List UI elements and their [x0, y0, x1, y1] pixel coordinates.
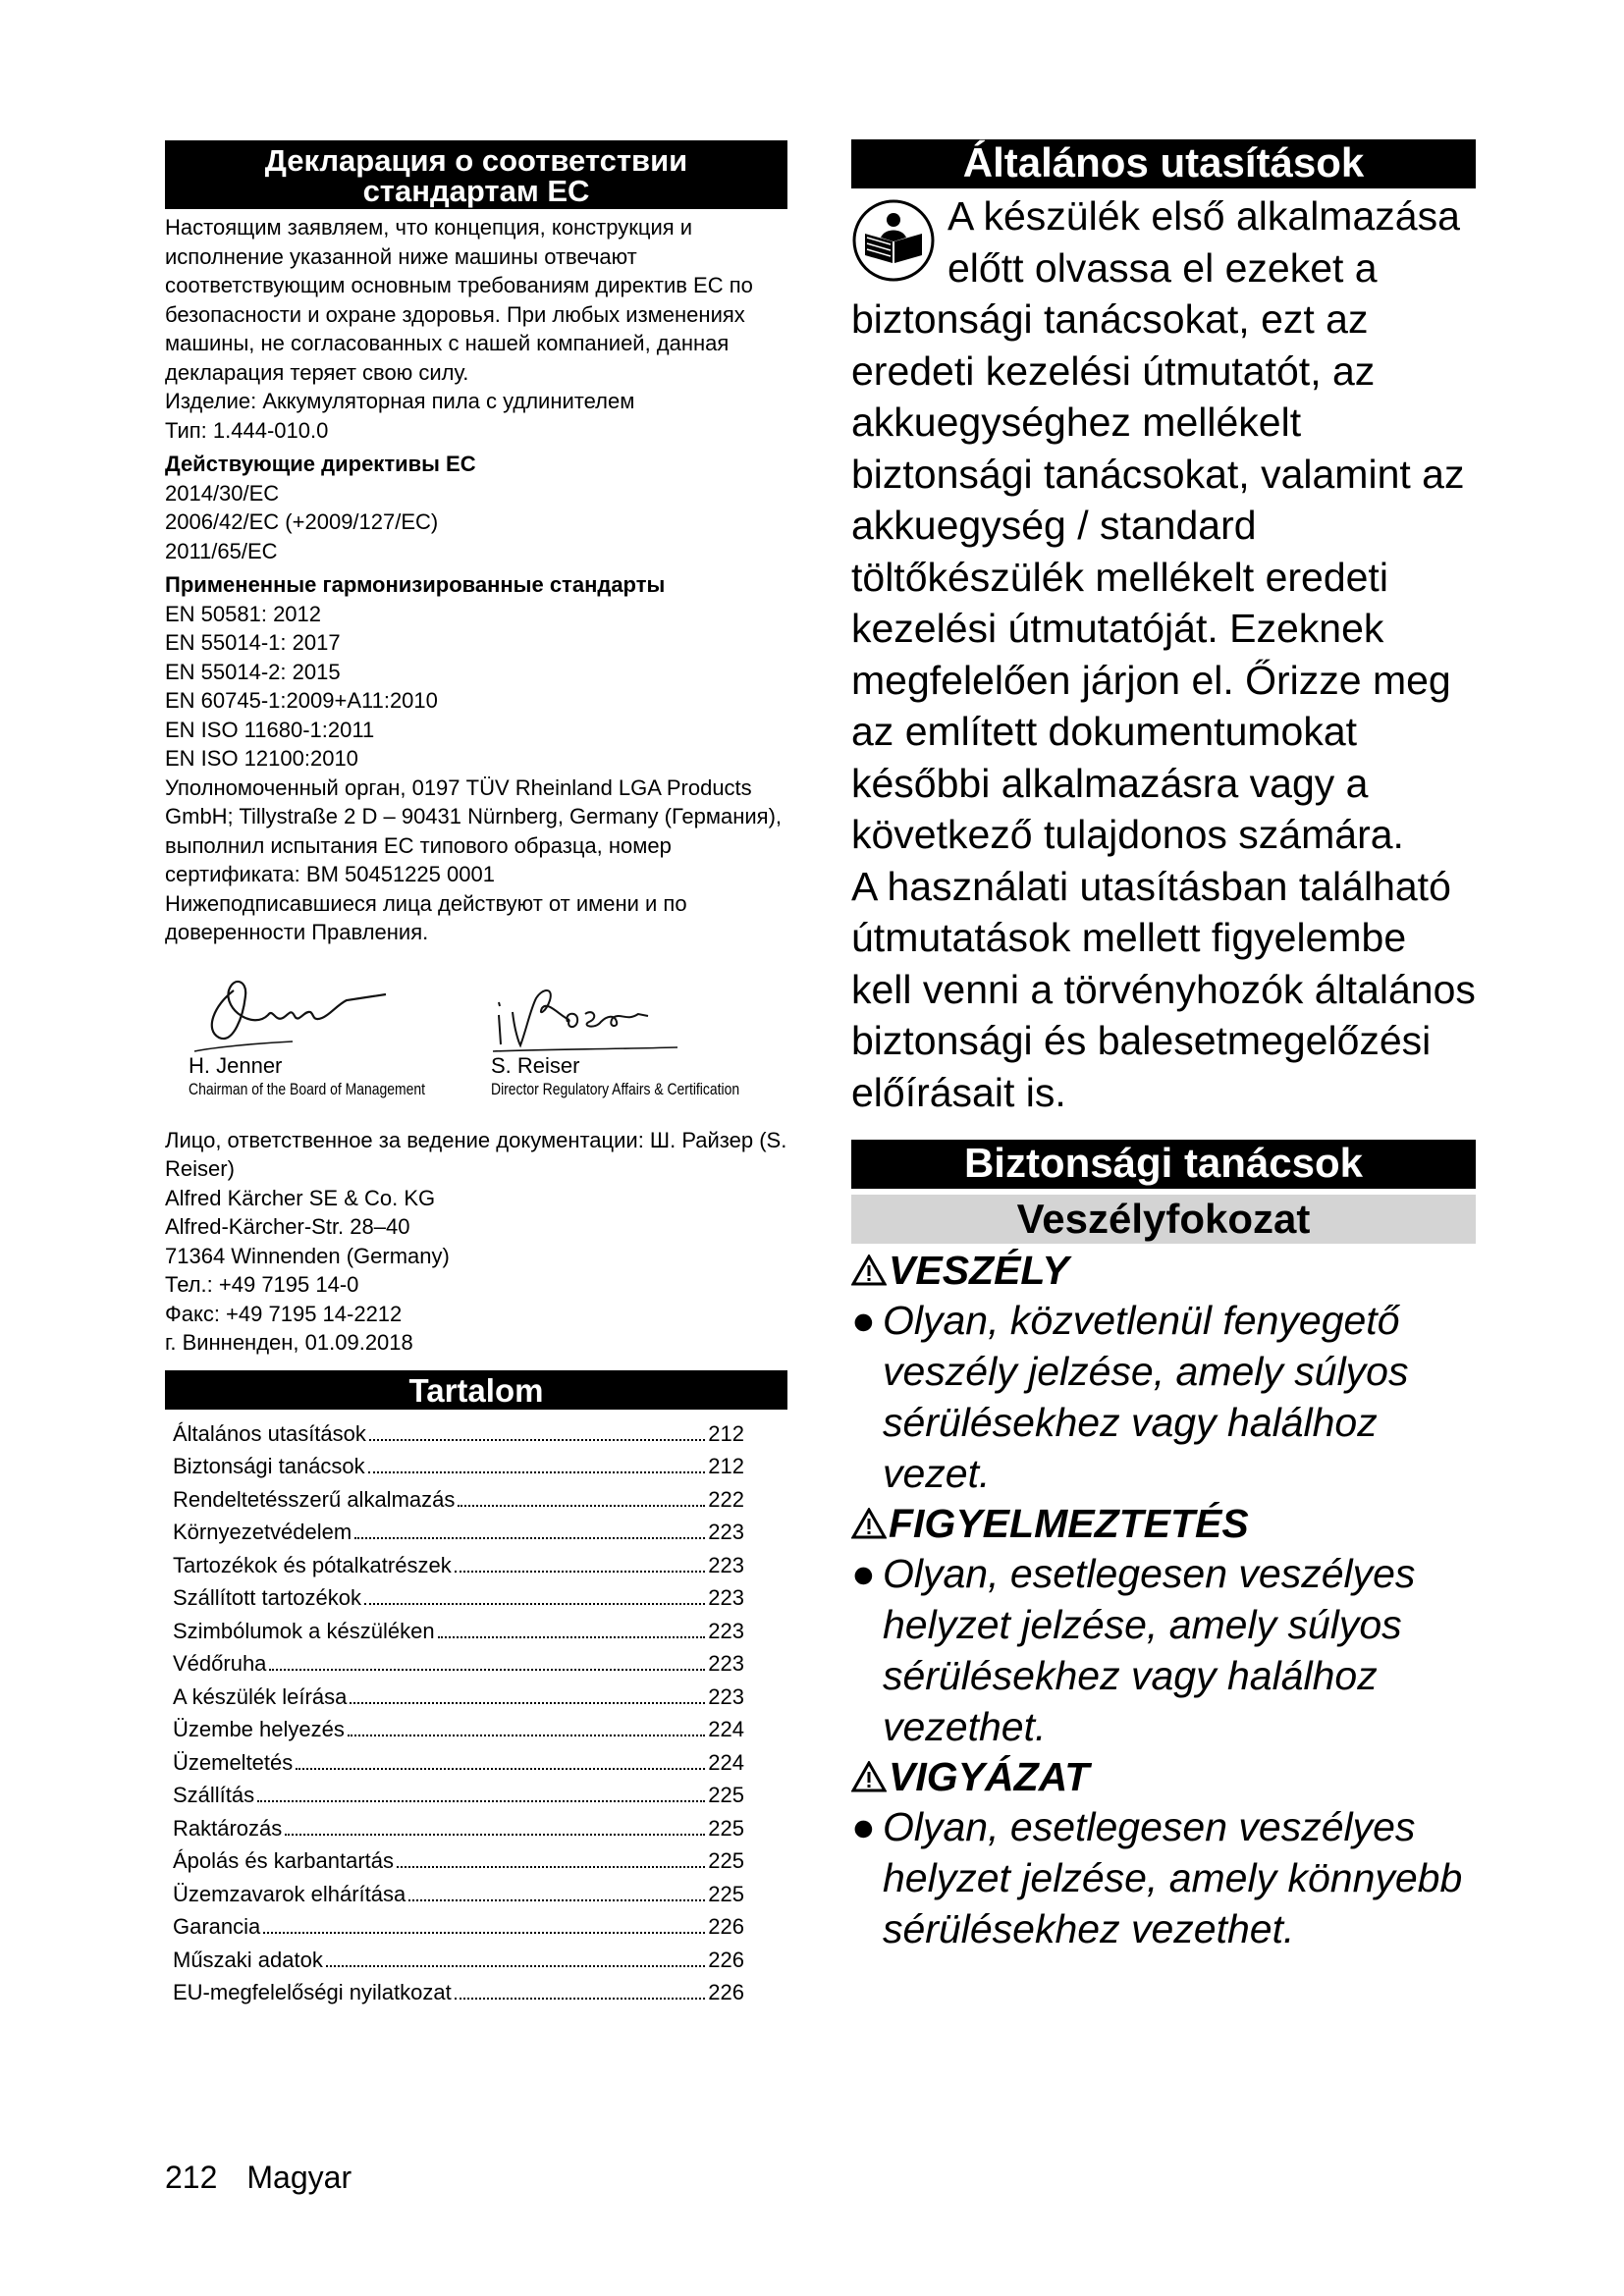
toc-entry[interactable]: [173, 1844, 774, 1878]
signatory-name: S. Reiser: [491, 1052, 580, 1078]
toc-entry-label: Tartozékok és pótalkatrészek: [173, 1552, 452, 1577]
hazard-label: VIGYÁZAT: [889, 1754, 1090, 1799]
toc-entry-label: Szállított tartozékok: [173, 1585, 361, 1610]
toc-leader-dots: [397, 1866, 705, 1868]
toc-leader-dots: [354, 1537, 705, 1539]
toc-entry[interactable]: [173, 1681, 774, 1714]
toc-leader-dots: [408, 1899, 705, 1901]
standard-item: EN 50581: 2012: [165, 601, 322, 626]
toc-entry[interactable]: [173, 1976, 774, 2009]
toc-leader-dots: [364, 1603, 705, 1605]
toc-entry[interactable]: [173, 1417, 774, 1451]
toc-entry-label: Műszaki adatok: [173, 1947, 323, 1972]
standard-item: EN 60745-1:2009+A11:2010: [165, 688, 438, 713]
toc-entry-label: Üzemeltetés: [173, 1749, 294, 1775]
page-number: 212: [165, 2160, 218, 2195]
handwritten-signature-reiser: [491, 961, 687, 1054]
signatory-title: Director Regulatory Affairs & Certification: [491, 1079, 740, 1098]
toc-leader-dots: [368, 1471, 706, 1473]
toc-entry[interactable]: [173, 1450, 774, 1483]
toc-leader-dots: [458, 1505, 705, 1507]
toc-leader-dots: [350, 1702, 705, 1704]
notified-body-text: Уполномоченный орган, 0197 TÜV Rheinland LGA Products GmbH; Tillystraße 2 D – 90431 Nürnberg, Germany (Германия), выполнил испытания ЕС типового образца, номер сертификата: BM 50451225 0001: [165, 774, 783, 886]
declaration-type: Тип: 1.444-010.0: [165, 417, 329, 443]
hazard-levels-title: Veszélyfokozat: [851, 1195, 1476, 1244]
contact-line: Alfred-Kärcher-Str. 28–40: [165, 1214, 410, 1239]
toc-entry-page: 223: [708, 1618, 744, 1643]
toc-entry[interactable]: [173, 1581, 774, 1615]
toc-entry[interactable]: [173, 1516, 774, 1549]
toc-leader-dots: [455, 1571, 706, 1573]
directive-item: 2006/42/EC (+2009/127/EC): [165, 509, 439, 534]
toc-entry-label: A készülék leírása: [173, 1683, 348, 1709]
signatures: [165, 961, 787, 1108]
signatory-name: H. Jenner: [189, 1052, 283, 1078]
toc-leader-dots: [285, 1834, 705, 1836]
hazard-label: FIGYELMEZTETÉS: [889, 1501, 1249, 1546]
toc-entry[interactable]: [173, 1647, 774, 1681]
toc-entry[interactable]: [173, 1549, 774, 1582]
directive-item: 2011/65/EC: [165, 538, 278, 563]
toc-entry-label: Biztonsági tanácsok: [173, 1454, 365, 1478]
hazard-heading: [851, 1499, 1476, 1548]
toc-entry-page: 223: [708, 1651, 744, 1676]
contact-line: 71364 Winnenden (Germany): [165, 1243, 450, 1268]
toc-entry-page: 223: [708, 1552, 744, 1577]
toc-entry-page: 225: [708, 1783, 744, 1807]
toc-entry-label: Üzembe helyezés: [173, 1717, 345, 1741]
toc-entry-label: Garancia: [173, 1914, 261, 1939]
toc-leader-dots: [369, 1439, 705, 1441]
read-manual-icon: [851, 198, 936, 283]
signature-reiser: [491, 961, 776, 1108]
hazard-heading: [851, 1752, 1476, 1801]
toc-entry-page: 225: [708, 1881, 744, 1906]
general-instructions-title: Általános utasítások: [851, 139, 1476, 188]
right-column: [851, 139, 1476, 1954]
toc-entry-page: 224: [708, 1717, 744, 1741]
toc-entry-label: Szimbólumok a készüléken: [173, 1618, 435, 1643]
toc-entry[interactable]: [173, 1812, 774, 1845]
general-instructions-intro: [851, 190, 1476, 861]
toc-entry-label: Védőruha: [173, 1651, 267, 1676]
declaration-product: Изделие: Аккумуляторная пила с удлинителем: [165, 389, 635, 413]
toc-entry-label: Rendeltetésszerű alkalmazás: [173, 1486, 456, 1512]
standard-item: EN 55014-1: 2017: [165, 630, 341, 655]
hazard-level-warning: [851, 1499, 1476, 1752]
toc-leader-dots: [257, 1800, 705, 1802]
hazard-description: ● Olyan, közvetlenül fenyegető veszély jelzése, amely súlyos sérülésekhez vagy halálhoz vezet.: [851, 1298, 1409, 1496]
toc-title: Tartalom: [165, 1370, 787, 1410]
toc-leader-dots: [348, 1735, 705, 1736]
toc-entry-label: Általános utasítások: [173, 1420, 366, 1446]
toc-leader-dots: [296, 1768, 705, 1770]
toc-entry[interactable]: [173, 1746, 774, 1780]
contact-line: Факс: +49 7195 14-2212: [165, 1301, 403, 1326]
safety-instructions-title: Biztonsági tanácsok: [851, 1140, 1476, 1189]
toc-entry-page: 226: [708, 1980, 744, 2004]
directive-item: 2014/30/EC: [165, 480, 280, 506]
toc-entry[interactable]: [173, 1615, 774, 1648]
toc-entry[interactable]: [173, 1483, 774, 1517]
toc-entry-page: 222: [708, 1486, 744, 1512]
handwritten-signature-jenner: [175, 961, 420, 1054]
toc-entry-page: 226: [708, 1914, 744, 1939]
toc-entry-label: Szállítás: [173, 1783, 255, 1807]
warning-triangle-icon: [851, 1761, 887, 1792]
signature-jenner: [175, 961, 460, 1108]
warning-triangle-icon: [851, 1508, 887, 1539]
toc-entry-label: Ápolás és karbantartás: [173, 1848, 395, 1873]
hazard-level-caution: [851, 1752, 1476, 1954]
declaration-intro: Настоящим заявляем, что концепция, конструкция и исполнение указанной ниже машины отвечают соответствующим основным требованиям директив ЕС по безопасности и охране здоровья. При любых изменениях машины, не согласованных с нашей компанией, данная декларация теряет свою силу.: [165, 215, 753, 385]
toc-entry-page: 212: [708, 1454, 744, 1478]
toc-entry-label: Üzemzavarok elhárítása: [173, 1881, 406, 1906]
toc-entry[interactable]: [173, 1779, 774, 1812]
general-paragraph-2: A használati utasításban található útmutatások mellett figyelembe kell venni a törvényhozók általános biztonsági és balesetmegelőzési előírásait is.: [851, 863, 1476, 1115]
toc-entry-page: 223: [708, 1585, 744, 1610]
hazard-label: VESZÉLY: [889, 1248, 1069, 1293]
toc-leader-dots: [326, 1965, 705, 1967]
directives-title: Действующие директивы ЕС: [165, 452, 476, 476]
standard-item: EN ISO 12100:2010: [165, 746, 358, 771]
toc-entry-page: 223: [708, 1683, 744, 1709]
standard-item: EN ISO 11680-1:2011: [165, 717, 375, 742]
toc-entry-page: 226: [708, 1947, 744, 1972]
language-label: Magyar: [246, 2160, 352, 2195]
left-column: [165, 140, 787, 2009]
toc-entry-page: 225: [708, 1815, 744, 1841]
standards-title: Примененные гармонизированные стандарты: [165, 572, 666, 597]
hazard-heading: [851, 1246, 1476, 1295]
toc-entry[interactable]: [173, 1713, 774, 1746]
toc-entry[interactable]: [173, 1910, 774, 1944]
contact-line: Тел.: +49 7195 14-0: [165, 1272, 359, 1297]
toc-entry-label: Raktározás: [173, 1815, 283, 1841]
toc-leader-dots: [269, 1669, 705, 1671]
toc-entry-label: Környezetvédelem: [173, 1520, 352, 1544]
toc-leader-dots: [263, 1932, 705, 1934]
documentation-responsible: Лицо, ответственное за ведение документации: Ш. Райзер (S. Reiser): [165, 1127, 787, 1181]
warning-triangle-icon: [851, 1255, 887, 1286]
toc-entry-page: 223: [708, 1520, 744, 1544]
toc-entry-page: 224: [708, 1749, 744, 1775]
hazard-description: ● Olyan, esetlegesen veszélyes helyzet jelzése, amely súlyos sérülésekhez vagy halálhoz vezethet.: [851, 1551, 1416, 1749]
hazard-level-danger: [851, 1246, 1476, 1499]
table-of-contents: [165, 1417, 774, 2009]
signatories-note: Нижеподписавшиеся лица действуют от имени и по доверенности Правления.: [165, 890, 687, 944]
toc-entry-label: EU-megfelelőségi nyilatkozat: [173, 1980, 452, 2004]
general-paragraph-1: A készülék első alkalmazása előtt olvassa el ezeket a biztonsági tanácsokat, ezt az eredeti kezelési útmutatót, az akkuegységhez mellékelt biztonsági tanácsokat, valamint az akkuegység / standard töltőkészülék mellékelt eredeti kezelési útmutatóját. Ezeknek megfelelően járjon el. Őrizze meg az említett dokumentumokat későbbi alkalmazásra vagy a következő tulajdonos számára.: [851, 193, 1465, 857]
signatory-title: Chairman of the Board of Management: [189, 1079, 425, 1098]
toc-entry[interactable]: [173, 1878, 774, 1911]
contact-line: Alfred Kärcher SE & Co. KG: [165, 1185, 436, 1210]
page-footer: [165, 2158, 381, 2197]
contact-block: [165, 1126, 787, 1358]
toc-entry[interactable]: [173, 1944, 774, 1977]
toc-entry-page: 225: [708, 1848, 744, 1873]
toc-entry-page: 212: [708, 1420, 744, 1446]
toc-leader-dots: [455, 1998, 706, 2000]
declaration-title: Декларация о соответствии стандартам ЕС: [165, 140, 787, 209]
hazard-description: ● Olyan, esetlegesen veszélyes helyzet jelzése, amely könnyebb sérülésekhez vezethet.: [851, 1804, 1463, 1951]
contact-line: г. Винненден, 01.09.2018: [165, 1330, 413, 1355]
toc-leader-dots: [438, 1636, 706, 1638]
standard-item: EN 55014-2: 2015: [165, 659, 341, 684]
